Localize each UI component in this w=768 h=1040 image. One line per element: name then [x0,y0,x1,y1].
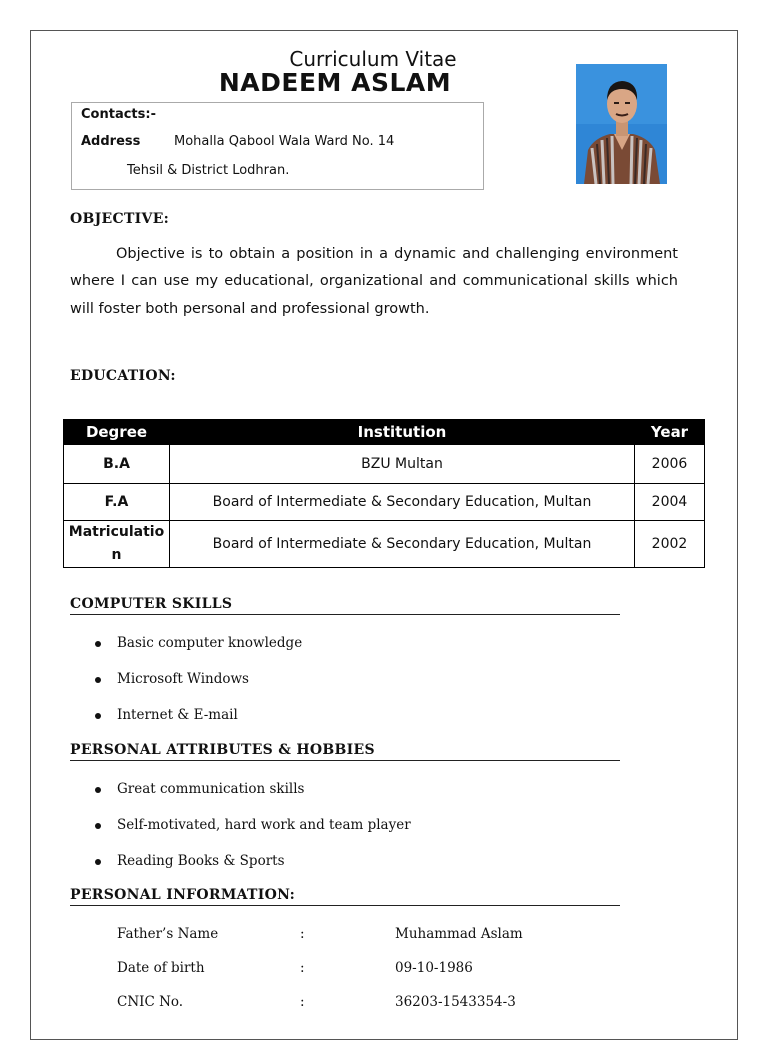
bullet-icon [95,677,101,683]
list-item [117,671,302,707]
info-label-cnic: CNIC No. [117,994,184,1010]
info-label-dob: Date of birth [117,960,205,976]
column-header-year: Year [635,420,705,445]
list-item [117,853,411,889]
attributes-list [117,781,411,889]
table-row [64,484,705,521]
attribute-text: Self-motivated, hard work and team player [117,817,411,833]
objective-heading: OBJECTIVE: [70,211,170,227]
year-cell: 2002 [635,521,705,568]
table-row [64,445,705,484]
degree-cell: F.A [64,484,170,521]
year-cell: 2006 [635,445,705,484]
education-header-row [64,420,705,445]
bullet-icon [95,713,101,719]
attribute-text: Great communication skills [117,781,305,797]
objective-paragraph: Objective is to obtain a position in a dynamic and challenging environment where I can use my educational, organizational and communicational skills which will foster both personal and professional growth. [70,246,678,317]
attribute-text: Reading Books & Sports [117,853,285,869]
list-item [117,707,302,743]
computer-skills-heading: COMPUTER SKILLS [70,596,620,615]
info-separator: : [300,994,305,1010]
list-item [117,635,302,671]
candidate-name: NADEEM ASLAM [218,68,452,97]
address-line-2: Tehsil & District Lodhran. [127,163,290,178]
skill-text: Basic computer knowledge [117,635,303,651]
education-heading: EDUCATION: [70,368,176,384]
institution-cell: Board of Intermediate & Secondary Education, Multan [170,521,635,568]
bullet-icon [95,823,101,829]
address-label: Address [81,134,141,149]
skill-text: Internet & E-mail [117,707,238,723]
list-item [117,781,411,817]
year-cell: 2004 [635,484,705,521]
column-header-institution: Institution [170,420,635,445]
list-item [117,817,411,853]
personal-info-heading: PERSONAL INFORMATION: [70,887,620,906]
table-row [64,521,705,568]
attributes-heading: PERSONAL ATTRIBUTES & HOBBIES [70,742,620,761]
education-table [63,419,705,568]
info-separator: : [300,926,305,942]
info-value-dob: 09-10-1986 [395,960,473,976]
skill-text: Microsoft Windows [117,671,249,687]
document-title: Curriculum Vitae [289,47,457,71]
bullet-icon [95,859,101,865]
bullet-icon [95,787,101,793]
info-label-father: Father’s Name [117,926,219,942]
address-line-1: Mohalla Qabool Wala Ward No. 14 [174,134,395,149]
info-separator: : [300,960,305,976]
info-value-cnic: 36203-1543354-3 [395,994,516,1010]
info-value-father: Muhammad Aslam [395,926,523,942]
profile-photo [576,64,667,184]
degree-cell: Matriculation [64,521,170,568]
degree-cell: B.A [64,445,170,484]
institution-cell: BZU Multan [170,445,635,484]
bullet-icon [95,641,101,647]
column-header-degree: Degree [64,420,170,445]
objective-text [70,241,678,323]
computer-skills-list [117,635,302,743]
institution-cell: Board of Intermediate & Secondary Education, Multan [170,484,635,521]
contacts-label: Contacts:- [81,107,156,122]
